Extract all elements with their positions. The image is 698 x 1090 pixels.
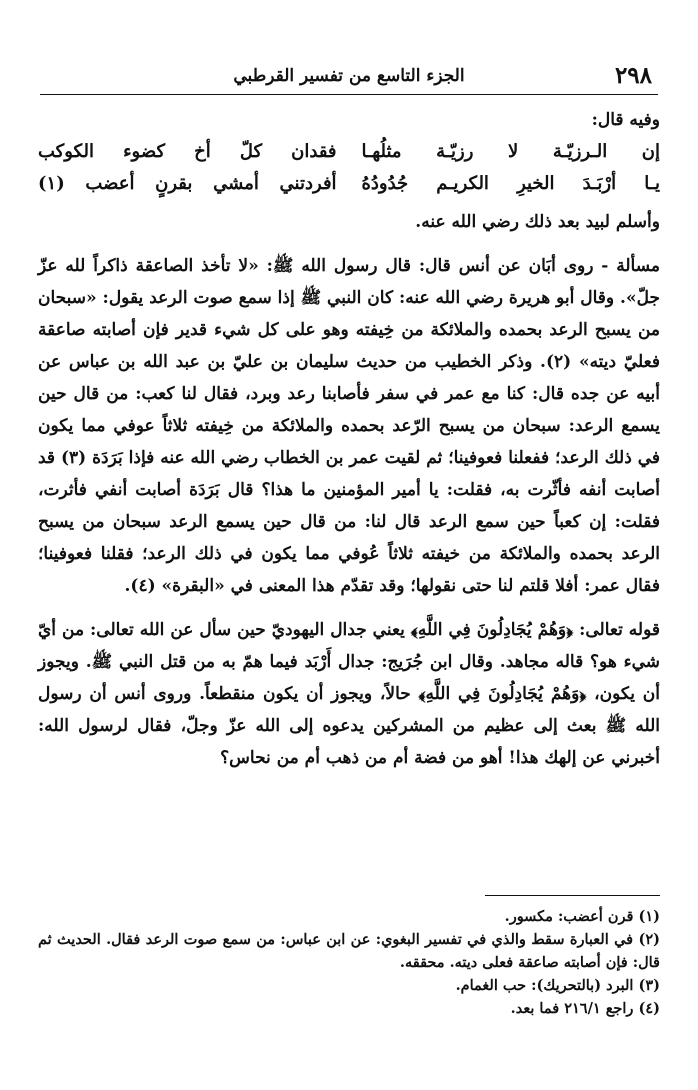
verse-second-hemistich: فقدان كلّ أخ كضوء الكوكب xyxy=(38,141,337,162)
footnote: (١) قرن أعضب: مكسور. xyxy=(504,908,660,925)
poem-verse xyxy=(38,136,660,168)
footnote: (٢) في العبارة سقط والذي في تفسير البغوي: عن ابن عباس: من سمع صوت الرعد فقال. الحديث ثم قال: فإن أصابته صاعقة فعلى ديته. محققه. xyxy=(38,931,660,971)
poem-verse xyxy=(38,168,660,200)
poem xyxy=(38,136,660,200)
page-number: ٢٩٨ xyxy=(614,62,652,89)
paragraph-quran-commentary: قوله تعالى: ﴿وَهُمْ يُجَادِلُونَ فِي اللَّهِ﴾ يعني جدال اليهوديّ حين سأل عن الله تعالى: من أيّ شيء هو؟ قاله مجاهد. وقال ابن جُرَيج: جدال أَرْبَد فيما همّ به من قتل النبي ﷺ. ويجوز أن يكون، ﴿وَهُمْ يُجَادِلُونَ فِي اللَّهِ﴾ حالاً، ويجوز أن يكون منقطعاً. وروى أنس أن رسول الله ﷺ بعث إلى عظيم من المشركين يدعوه إلى الله عزّ وجلّ، فقال لرسول الله: أخبرني عن إلهك هذا! أهو من فضة أم من ذهب أم من نحاس؟ xyxy=(38,620,660,768)
poem-conclusion: وأسلم لبيد بعد ذلك رضي الله عنه. xyxy=(415,212,660,232)
verse-second-hemistich: أفردتني أمشي بقرنٍ أعضب (١) xyxy=(38,173,337,194)
verse-first-hemistich: إن الـرزيّـة لا رزيّـة مثلُهـا xyxy=(361,141,660,162)
main-text xyxy=(38,100,660,774)
footnote: (٣) البرد (بالتحريك): حب الغمام. xyxy=(455,977,660,994)
footnote: (٤) راجع ٢١٦/١ فما بعد. xyxy=(510,1000,660,1017)
running-title: الجزء التاسع من تفسير القرطبي xyxy=(233,66,465,86)
footnotes xyxy=(38,905,660,1020)
paragraph-thunder-hadith: مسألة - روى أبَان عن أنس قال: قال رسول الله ﷺ: «لا تأخذ الصاعقة ذاكراً لله عزّ جلّ». وقال أبو هريرة رضي الله عنه: كان النبي ﷺ إذا سمع صوت الرعد يقول: «سبحان من يسبح الرعد بحمده والملائكة من خِيفته وهو على كل شيء قدير فإن أصابته صاعقة فعليّ ديته» (٢). وذكر الخطيب من حديث سليمان بن عليّ بن عبد الله بن عباس عن أبيه عن جده قال: كنا مع عمر في سفر فأصابنا رعد وبرد، فقال لنا كعب: من قال حين يسمع الرعد: سبحان من يسبح الرّعد بحمده والملائكة من خِيفته ثلاثاً عوفي مما يكون في ذلك الرعد؛ ففعلنا فعوفينا؛ ثم لقيت عمر بن الخطاب رضي الله عنه فإذا بَرَدَة (٣) قد أصابت أنفه فأثّرت به، فقلت: يا أمير المؤمنين ما هذا؟ قال بَرَدَة أصابت أنفي فأثرت، فقلت: إن كعباً حين سمع الرعد قال لنا: من قال حين يسمع الرعد سبحان من يسبح الرعد بحمده والملائكة من خيفته ثلاثاً عُوفي مما يكون في ذلك الرعد؛ فقلنا فعوفينا؛ فقال عمر: أفلا قلتم لنا حتى نقولها؛ وقد تقدّم هذا المعنى في «البقرة» (٤). xyxy=(37,256,660,596)
page-header xyxy=(40,58,658,95)
poem-intro: وفيه قال: xyxy=(591,110,660,130)
verse-first-hemistich: يـا أرْبَـدَ الخيرِ الكريـم جُدُودُهُ xyxy=(361,173,660,194)
footnote-separator xyxy=(485,895,660,896)
